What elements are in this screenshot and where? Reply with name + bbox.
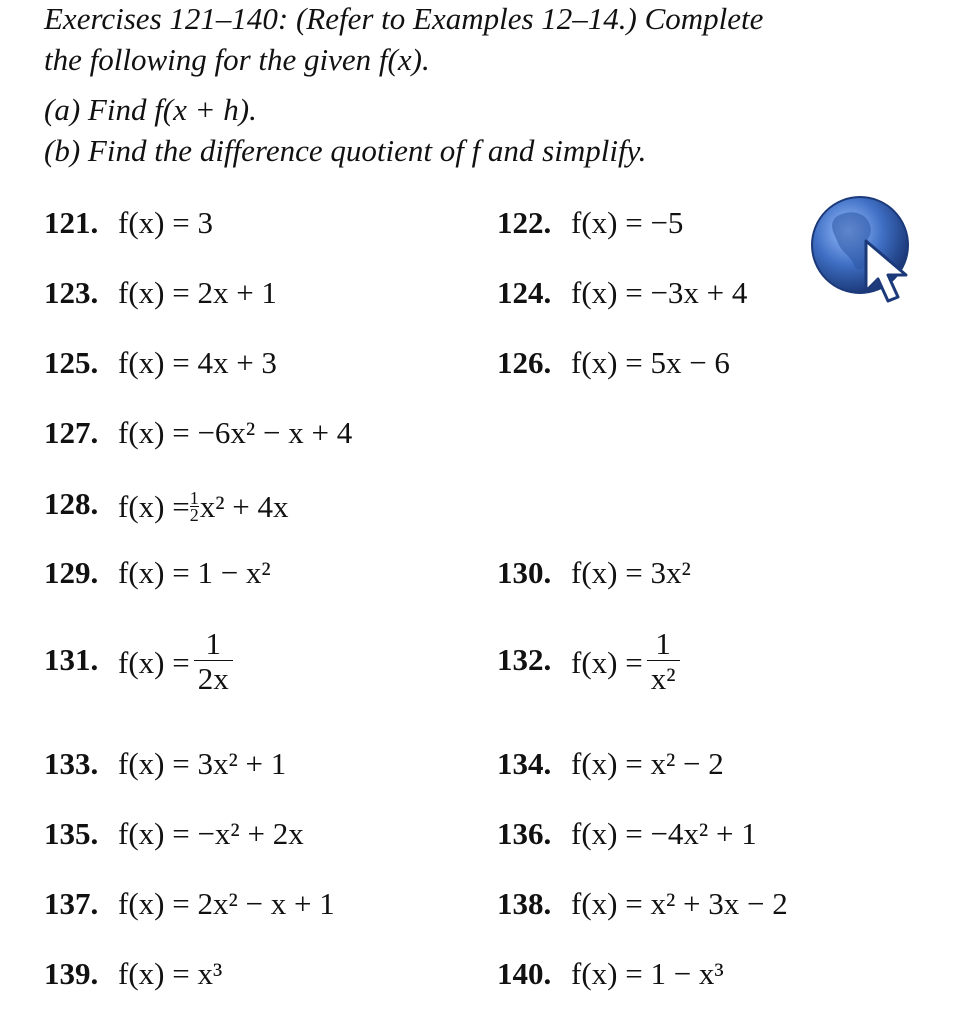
exercise-expression-suffix: x² + 4x <box>199 488 289 524</box>
exercise-expression: f(x) = 1 − x² <box>118 555 271 590</box>
exercise-number: 135. <box>44 816 99 851</box>
instructions-line-a: (a) Find f(x + h). <box>44 92 257 127</box>
exercise-number: 126. <box>497 345 552 380</box>
exercise-row <box>44 884 788 924</box>
fraction-numerator: 1 <box>189 488 199 509</box>
exercise-number: 136. <box>497 816 552 851</box>
exercise-expression-prefix: f(x) = <box>118 488 190 524</box>
globe-cursor-icon[interactable] <box>808 195 920 307</box>
exercise-number: 131. <box>44 641 99 677</box>
exercise-row <box>44 954 724 994</box>
exercise-expression: f(x) = 4x + 3 <box>118 345 277 380</box>
exercise-expression: f(x) = −4x² + 1 <box>571 816 757 851</box>
exercise-number: 121. <box>44 205 99 240</box>
fraction-denominator: 2 <box>189 505 199 526</box>
exercise-expression: f(x) = 3 <box>118 205 213 240</box>
exercise-number: 129. <box>44 555 99 590</box>
exercise-number: 127. <box>44 415 99 450</box>
exercise-row <box>44 273 748 313</box>
exercise-number: 122. <box>497 205 552 240</box>
instructions-line-1: Exercises 121–140: (Refer to Examples 12–14.) Complete <box>44 1 764 36</box>
exercise-row <box>44 553 691 593</box>
exercise-expression: f(x) = x³ <box>118 956 223 991</box>
exercise-row <box>44 484 288 527</box>
exercise-expression: f(x) = 5x − 6 <box>571 345 730 380</box>
exercise-number: 137. <box>44 886 99 921</box>
exercise-row <box>44 626 676 697</box>
exercise-number: 124. <box>497 275 552 310</box>
exercise-expression: f(x) = 3x² <box>571 555 691 590</box>
exercise-number: 138. <box>497 886 552 921</box>
exercise-number: 133. <box>44 746 99 781</box>
exercise-expression: f(x) = 2x + 1 <box>118 275 277 310</box>
exercise-number: 123. <box>44 275 99 310</box>
exercise-expression: f(x) = −5 <box>571 205 684 240</box>
exercise-expression-prefix: f(x) = <box>571 644 643 680</box>
instructions-line-2: the following for the given f(x). <box>44 42 430 77</box>
exercise-number: 132. <box>497 641 552 677</box>
exercise-row <box>44 413 352 453</box>
exercise-expression: f(x) = 3x² + 1 <box>118 746 287 781</box>
fraction-numerator: 1 <box>194 628 233 661</box>
exercise-number: 139. <box>44 956 99 991</box>
exercise-expression: f(x) = −3x + 4 <box>571 275 748 310</box>
exercise-number: 128. <box>44 486 99 521</box>
fraction-numerator: 1 <box>647 628 680 661</box>
exercise-row <box>44 203 684 243</box>
exercise-number: 125. <box>44 345 99 380</box>
fraction-denominator: 2x <box>197 661 229 696</box>
instructions-line-b: (b) Find the difference quotient of f and simplify. <box>44 133 647 168</box>
exercise-expression-prefix: f(x) = <box>118 644 190 680</box>
exercise-expression: f(x) = −6x² − x + 4 <box>118 415 353 450</box>
exercise-expression: f(x) = x² + 3x − 2 <box>571 886 788 921</box>
exercise-expression: f(x) = −x² + 2x <box>118 816 304 851</box>
exercise-number: 130. <box>497 555 552 590</box>
exercise-expression: f(x) = 2x² − x + 1 <box>118 886 335 921</box>
exercise-row <box>44 744 724 784</box>
exercise-row <box>44 814 757 854</box>
exercise-row <box>44 343 730 383</box>
exercise-expression: f(x) = x² − 2 <box>571 746 724 781</box>
fraction-denominator: x² <box>650 661 676 696</box>
fraction <box>647 628 680 697</box>
fraction <box>194 628 233 697</box>
inline-fraction <box>189 488 199 526</box>
exercise-expression: f(x) = 1 − x³ <box>571 956 724 991</box>
exercise-number: 140. <box>497 956 552 991</box>
exercise-number: 134. <box>497 746 552 781</box>
